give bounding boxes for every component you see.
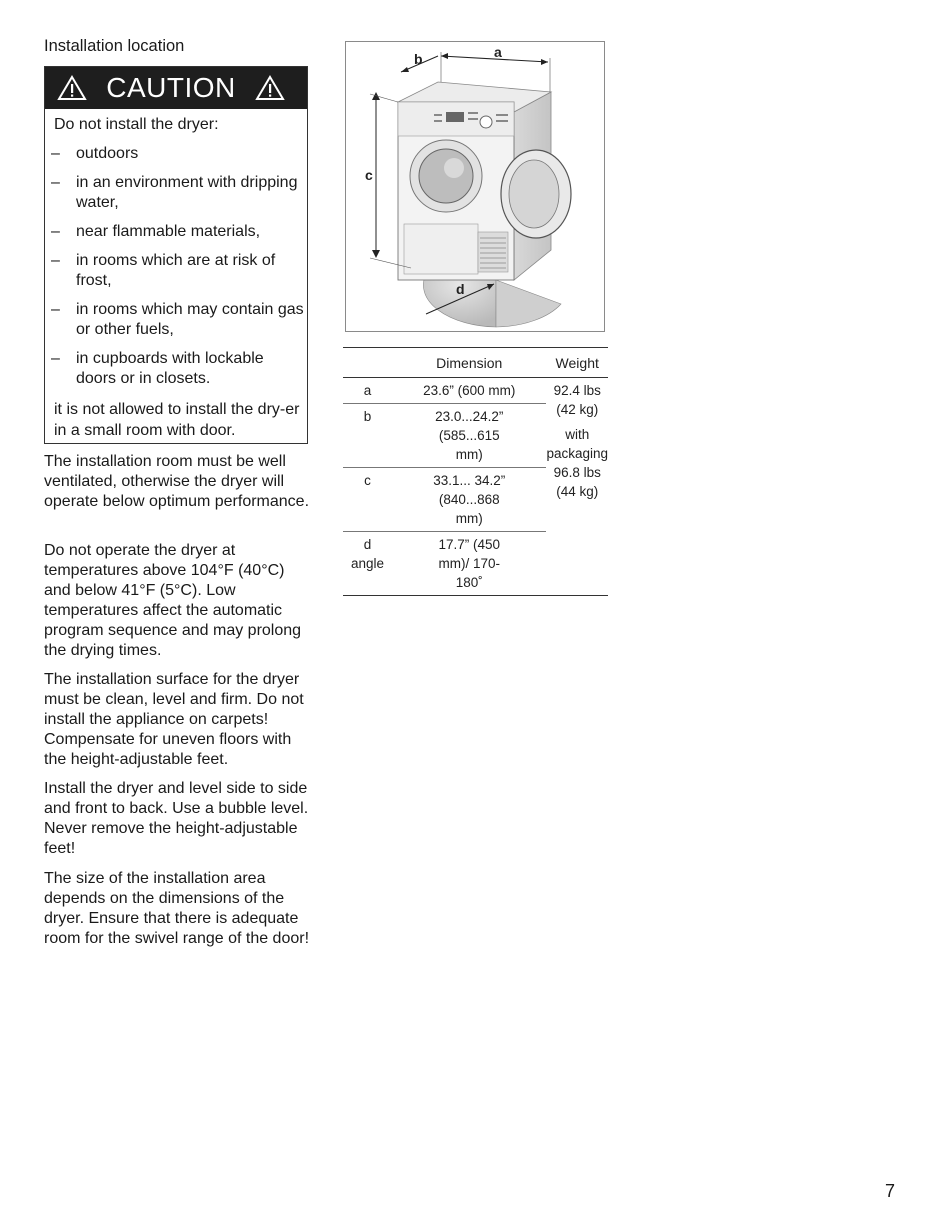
- paragraph: Install the dryer and level side to side and front to back. Use a bubble level. Never remove the height-adjustable feet!: [44, 780, 309, 857]
- page-number: 7: [885, 1181, 896, 1201]
- weight-net: 92.4 lbs: [553, 383, 601, 398]
- weight-net-kg: (42 kg): [556, 402, 599, 417]
- paragraph: Do not operate the dryer at temperatures above 104°F (40°C) and below 41°F (5°C). Low temperatures affect the automatic program sequence and may prolong the drying times.: [44, 542, 302, 659]
- warning-triangle-icon: [255, 75, 285, 101]
- row-label: c: [343, 468, 392, 532]
- weight-packaging: packaging: [546, 446, 608, 461]
- table-row: [343, 378, 608, 404]
- weight-gross: 96.8 lbs: [553, 465, 601, 480]
- dimension-label-c: c: [365, 167, 373, 183]
- dimension-label-b: b: [414, 51, 423, 67]
- row-label: d angle: [343, 532, 392, 596]
- row-label: a: [343, 378, 392, 404]
- caution-intro: Do not install the dryer:: [54, 116, 219, 133]
- paragraph: The size of the installation area depends on the dimensions of the dryer. Ensure that there is adequate room for the swivel range of the door!: [44, 870, 310, 947]
- dimension-label-d: d: [456, 281, 465, 297]
- column-header-dimension: Dimension: [392, 348, 546, 378]
- dimensions-table: [343, 347, 608, 596]
- weight-gross-kg: (44 kg): [556, 484, 599, 499]
- row-label: b: [343, 404, 392, 468]
- dryer-dimensions-figure: [345, 41, 605, 332]
- column-header-weight: Weight: [546, 348, 608, 378]
- warning-triangle-icon: [57, 75, 87, 101]
- dryer-illustration: [346, 42, 605, 332]
- paragraph: The installation surface for the dryer must be clean, level and firm. Do not install the appliance on carpets! Compensate for uneven floors with the height-adjustable feet.: [44, 671, 304, 768]
- row-dimension: 17.7” (450 mm)/ 170-180˚: [392, 532, 546, 596]
- row-dimension: 23.0...24.2” (585...615 mm): [392, 404, 546, 468]
- row-dimension: 33.1... 34.2” (840...868 mm): [392, 468, 546, 532]
- caution-header: [45, 67, 307, 109]
- caution-note: it is not allowed to install the dry-er in a small room with door.: [54, 401, 300, 439]
- paragraph: The installation room must be well ventilated, otherwise the dryer will operate below optimum performance.: [44, 453, 310, 510]
- weight-with: with: [565, 427, 590, 442]
- column-header-label: [343, 348, 392, 378]
- weight-cell: [546, 378, 608, 596]
- caution-label: CAUTION: [106, 72, 236, 103]
- row-dimension: 23.6” (600 mm): [392, 378, 546, 404]
- section-title: Installation location: [44, 37, 185, 55]
- dimension-label-a: a: [494, 44, 502, 60]
- caution-box: CAUTION Do not install the dryer: – outdoors – in an environment with dripping water, – near flammable materials, – in rooms which are at risk of frost, – in rooms which may contain gas or other fuels, – in cupboards with lockable doors or in closets. it is not allowed to install the dry-er in a small room with door.: [44, 66, 308, 444]
